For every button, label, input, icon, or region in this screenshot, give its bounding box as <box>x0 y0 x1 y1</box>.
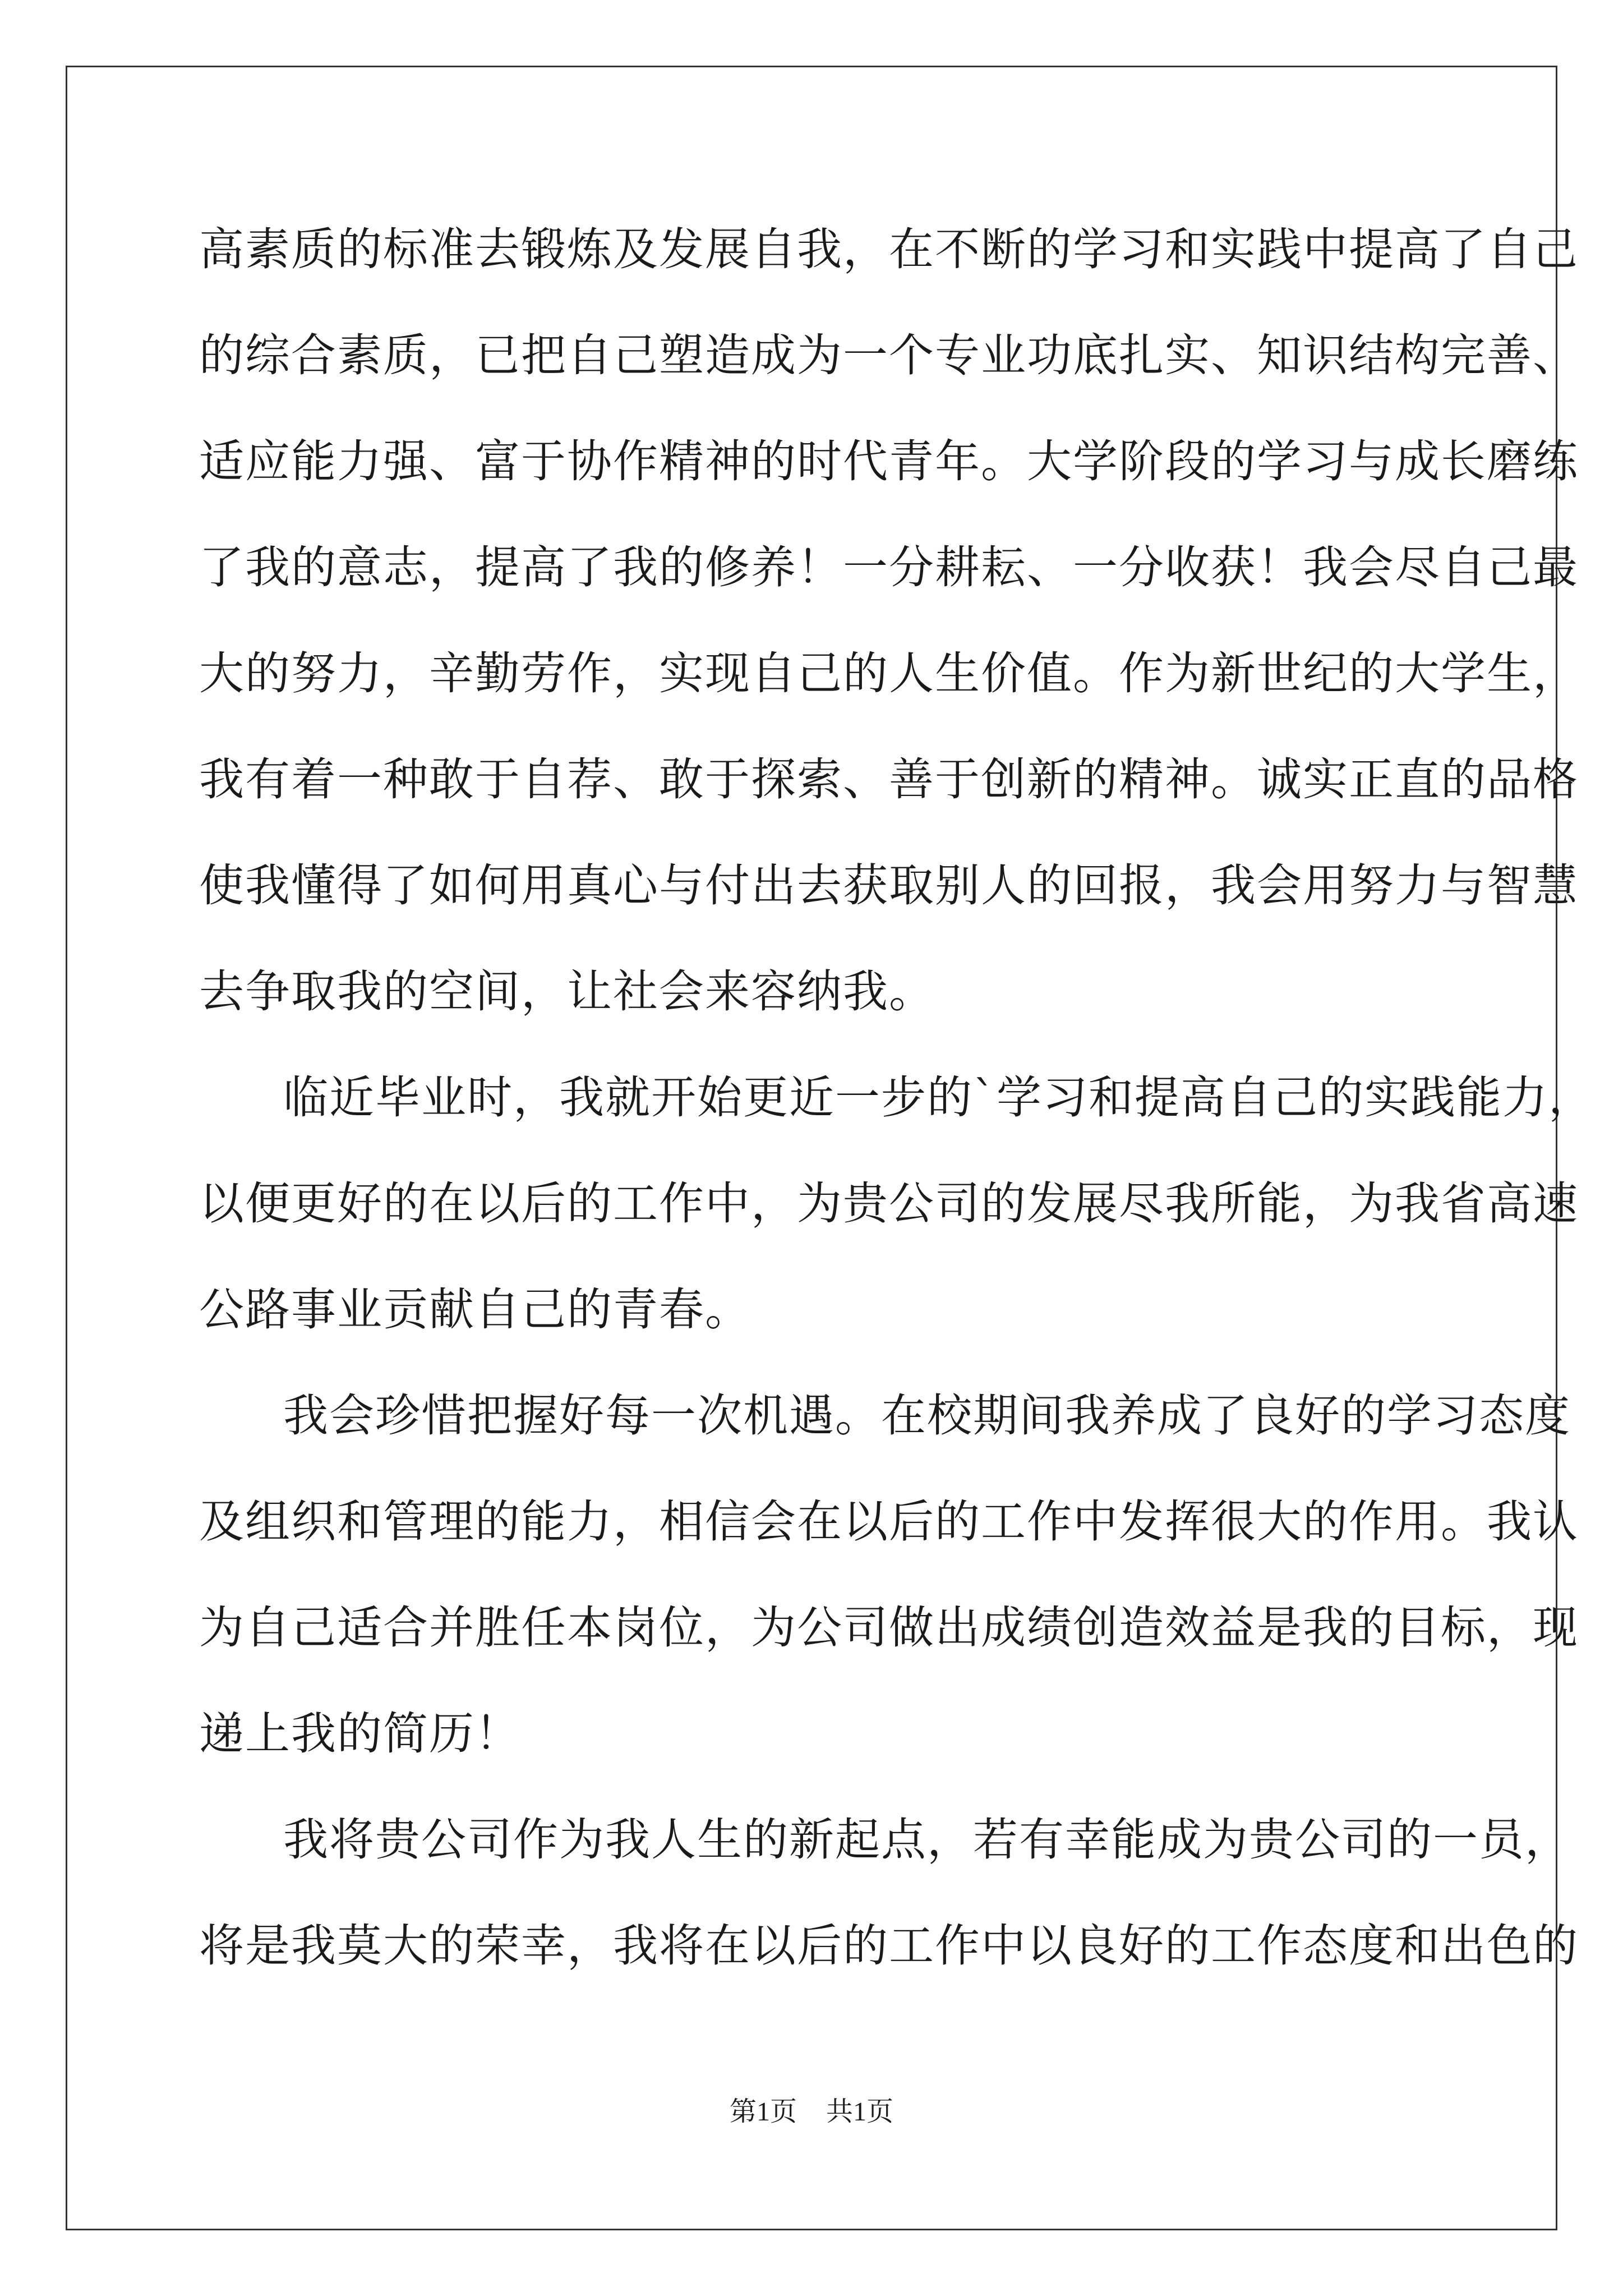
text-line: 去争取我的空间，让社会来容纳我。 <box>199 965 935 1018</box>
text-line: 临近毕业时，我就开始更近一步的`学习和提高自己的实践能力， <box>283 1071 1594 1124</box>
text-line: 公路事业贡献自己的青春。 <box>199 1283 751 1336</box>
text-line: 了我的意志，提高了我的修养！一分耕耘、一分收获！我会尽自己最 <box>199 541 1579 593</box>
document-body <box>199 208 1594 2010</box>
text-line: 以便更好的在以后的工作中，为贵公司的发展尽我所能，为我省高速 <box>199 1177 1579 1230</box>
text-line: 及组织和管理的能力，相信会在以后的工作中发挥很大的作用。我认 <box>199 1496 1579 1548</box>
text-line: 高素质的标准去锻炼及发展自我，在不断的学习和实践中提高了自己 <box>199 223 1579 275</box>
text-line: 我将贵公司作为我人生的新起点，若有幸能成为贵公司的一员， <box>283 1814 1571 1866</box>
text-line: 递上我的简历！ <box>199 1708 521 1760</box>
text-line: 大的努力，辛勤劳作，实现自己的人生价值。作为新世纪的大学生， <box>199 647 1579 700</box>
text-line: 的综合素质，已把自己塑造成为一个专业功底扎实、知识结构完善、 <box>199 329 1579 381</box>
page-footer <box>0 2095 1623 2129</box>
text-line: 适应能力强、富于协作精神的时代青年。大学阶段的学习与成长磨练 <box>199 435 1579 487</box>
text-line: 我会珍惜把握好每一次机遇。在校期间我养成了良好的学习态度 <box>283 1389 1571 1442</box>
text-line: 我有着一种敢于自荐、敢于探索、善于创新的精神。诚实正直的品格 <box>199 753 1579 806</box>
text-line: 使我懂得了如何用真心与付出去获取别人的回报，我会用努力与智慧 <box>199 859 1579 912</box>
page-number-current: 第1页 <box>729 2097 797 2127</box>
page-number-total: 共1页 <box>826 2097 894 2127</box>
text-line: 将是我莫大的荣幸，我将在以后的工作中以良好的工作态度和出色的 <box>199 1920 1579 1972</box>
text-line: 为自己适合并胜任本岗位，为公司做出成绩创造效益是我的目标，现 <box>199 1602 1579 1654</box>
